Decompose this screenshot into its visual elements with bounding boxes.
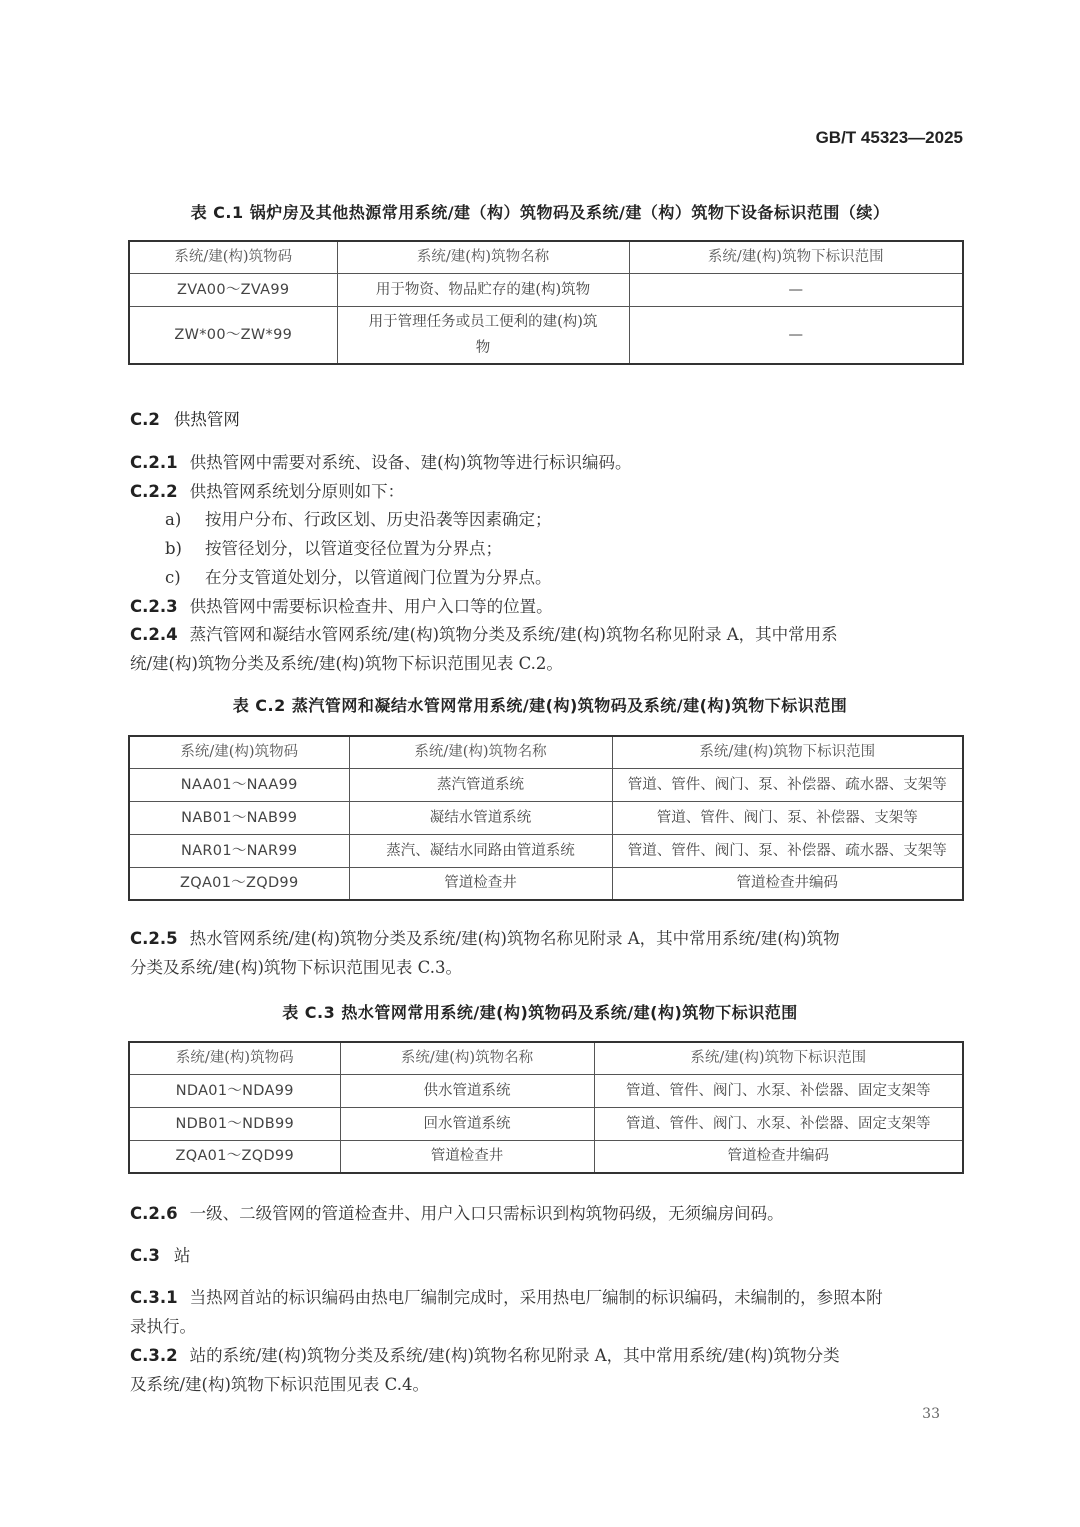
clause-text: 供热管网系统划分原则如下： — [189, 482, 405, 501]
page-number: 33 — [922, 1406, 940, 1422]
cell-scope: 管道、管件、阀门、水泵、补偿器、固定支架等 — [594, 1107, 963, 1140]
cell-scope: 管道、管件、阀门、水泵、补偿器、固定支架等 — [594, 1074, 963, 1107]
clause-text: 供热管网中需要标识检查井、用户入口等的位置。 — [189, 597, 553, 616]
section-title: 站 — [173, 1246, 191, 1265]
list-text: 按管径划分，以管道变径位置为分界点； — [205, 539, 502, 558]
column-header: 系统/建(构)筑物码 — [129, 736, 349, 768]
column-header: 系统/建(构)筑物码 — [129, 241, 337, 273]
cell-name: 用于物资、物品贮存的建(构)筑物 — [337, 273, 629, 306]
cell-scope: 管道检查井编码 — [612, 867, 963, 900]
clause-text: 分类及系统/建(构)筑物下标识范围见表 C.3。 — [130, 958, 462, 977]
clause-c2-2 — [130, 477, 962, 506]
table-row — [129, 834, 963, 867]
column-header: 系统/建(构)筑物码 — [129, 1042, 340, 1074]
cell-scope: 管道、管件、阀门、泵、补偿器、疏水器、支架等 — [612, 834, 963, 867]
table-c3-caption: 表 C.3 热水管网常用系统/建(构)筑物码及系统/建(构)筑物下标识范围 — [282, 1003, 798, 1022]
list-text: 按用户分布、行政区划、历史沿袭等因素确定； — [205, 510, 552, 529]
column-header: 系统/建(构)筑物名称 — [337, 241, 629, 273]
table-c1 — [128, 240, 964, 365]
clause-number: C.3.2 — [130, 1346, 178, 1365]
list-text: 在分支管道处划分，以管道阀门位置为分界点。 — [205, 568, 552, 587]
cell-name: 供水管道系统 — [340, 1074, 594, 1107]
list-item — [165, 564, 552, 588]
cell-name: 蒸汽管道系统 — [349, 768, 612, 801]
section-c2-heading — [130, 406, 240, 430]
table-c2-caption: 表 C.2 蒸汽管网和凝结水管网常用系统/建(构)筑物码及系统/建(构)筑物下标识范围 — [232, 696, 848, 715]
cell-name: 蒸汽、凝结水同路由管道系统 — [349, 834, 612, 867]
cell-code: ZW*00～ZW*99 — [129, 306, 337, 364]
clause-number: C.2.5 — [130, 929, 178, 948]
standard-number: GB/T 45323—2025 — [815, 128, 963, 147]
cell-code: NDA01～NDA99 — [129, 1074, 340, 1107]
table-header-row — [129, 1042, 963, 1074]
cell-scope: — — [629, 273, 963, 306]
clause-text: 蒸汽管网和凝结水管网系统/建(构)筑物分类及系统/建(构)筑物名称见附录 A，其中常用系 — [189, 625, 838, 644]
list-label: c) — [165, 568, 181, 587]
clause-c2-5 — [130, 924, 962, 982]
column-header: 系统/建(构)筑物下标识范围 — [612, 736, 963, 768]
table-header-row — [129, 241, 963, 273]
table-row — [129, 306, 963, 364]
table-row — [129, 867, 963, 900]
clause-number: C.2.4 — [130, 625, 178, 644]
cell-code: NAR01～NAR99 — [129, 834, 349, 867]
table-row — [129, 1107, 963, 1140]
table-row — [129, 768, 963, 801]
table-c3 — [128, 1041, 964, 1174]
section-title: 供热管网 — [173, 410, 240, 429]
cell-name: 管道检查井 — [349, 867, 612, 900]
table-row — [129, 1140, 963, 1173]
clause-c2-4 — [130, 620, 962, 678]
column-header: 系统/建(构)筑物下标识范围 — [594, 1042, 963, 1074]
clause-text: 供热管网中需要对系统、设备、建(构)筑物等进行标识编码。 — [189, 453, 632, 472]
cell-name: 用于管理任务或员工便利的建(构)筑物 — [337, 306, 629, 364]
cell-scope: 管道检查井编码 — [594, 1140, 963, 1173]
cell-code: ZQA01～ZQD99 — [129, 1140, 340, 1173]
table-row — [129, 273, 963, 306]
section-c3-heading — [130, 1242, 190, 1266]
cell-name: 回水管道系统 — [340, 1107, 594, 1140]
clause-c3-1 — [130, 1283, 962, 1341]
table-row — [129, 801, 963, 834]
clause-text: 及系统/建(构)筑物下标识范围见表 C.4。 — [130, 1375, 429, 1394]
list-item — [165, 535, 502, 559]
list-item — [165, 506, 552, 530]
cell-scope: 管道、管件、阀门、泵、补偿器、疏水器、支架等 — [612, 768, 963, 801]
cell-code: NAA01～NAA99 — [129, 768, 349, 801]
cell-code: NAB01～NAB99 — [129, 801, 349, 834]
cell-code: ZQA01～ZQD99 — [129, 867, 349, 900]
table-c2 — [128, 735, 964, 901]
clause-text: 统/建(构)筑物分类及系统/建(构)筑物下标识范围见表 C.2。 — [130, 654, 563, 673]
cell-scope: — — [629, 306, 963, 364]
cell-code: ZVA00～ZVA99 — [129, 273, 337, 306]
cell-scope: 管道、管件、阀门、泵、补偿器、支架等 — [612, 801, 963, 834]
table-row — [129, 1074, 963, 1107]
clause-text: 热水管网系统/建(构)筑物分类及系统/建(构)筑物名称见附录 A，其中常用系统/建(构)筑物 — [189, 929, 840, 948]
clause-number: C.2.3 — [130, 597, 178, 616]
clause-text: 当热网首站的标识编码由热电厂编制完成时，采用热电厂编制的标识编码，未编制的，参照本附 — [189, 1288, 883, 1307]
column-header: 系统/建(构)筑物下标识范围 — [629, 241, 963, 273]
cell-code: NDB01～NDB99 — [129, 1107, 340, 1140]
clause-c3-2 — [130, 1341, 962, 1399]
clause-text: 录执行。 — [130, 1317, 196, 1336]
clause-text: 站的系统/建(构)筑物分类及系统/建(构)筑物名称见附录 A，其中常用系统/建(构)筑物分类 — [189, 1346, 840, 1365]
clause-number: C.2.1 — [130, 453, 178, 472]
list-label: a) — [165, 510, 182, 529]
clause-c2-1 — [130, 448, 962, 477]
column-header: 系统/建(构)筑物名称 — [340, 1042, 594, 1074]
clause-number: C.2.2 — [130, 482, 178, 501]
cell-name: 凝结水管道系统 — [349, 801, 612, 834]
section-number: C.2 — [130, 410, 160, 429]
clause-text: 一级、二级管网的管道检查井、用户入口只需标识到构筑物码级，无须编房间码。 — [189, 1204, 784, 1223]
list-label: b) — [165, 539, 182, 558]
cell-name: 管道检查井 — [340, 1140, 594, 1173]
table-c1-caption: 表 C.1 锅炉房及其他热源常用系统/建（构）筑物码及系统/建（构）筑物下设备标识范围（续） — [190, 203, 890, 222]
clause-number: C.2.6 — [130, 1204, 178, 1223]
clause-c2-3 — [130, 592, 962, 621]
table-header-row — [129, 736, 963, 768]
column-header: 系统/建(构)筑物名称 — [349, 736, 612, 768]
section-number: C.3 — [130, 1246, 160, 1265]
clause-c2-6 — [130, 1199, 962, 1228]
clause-number: C.3.1 — [130, 1288, 178, 1307]
